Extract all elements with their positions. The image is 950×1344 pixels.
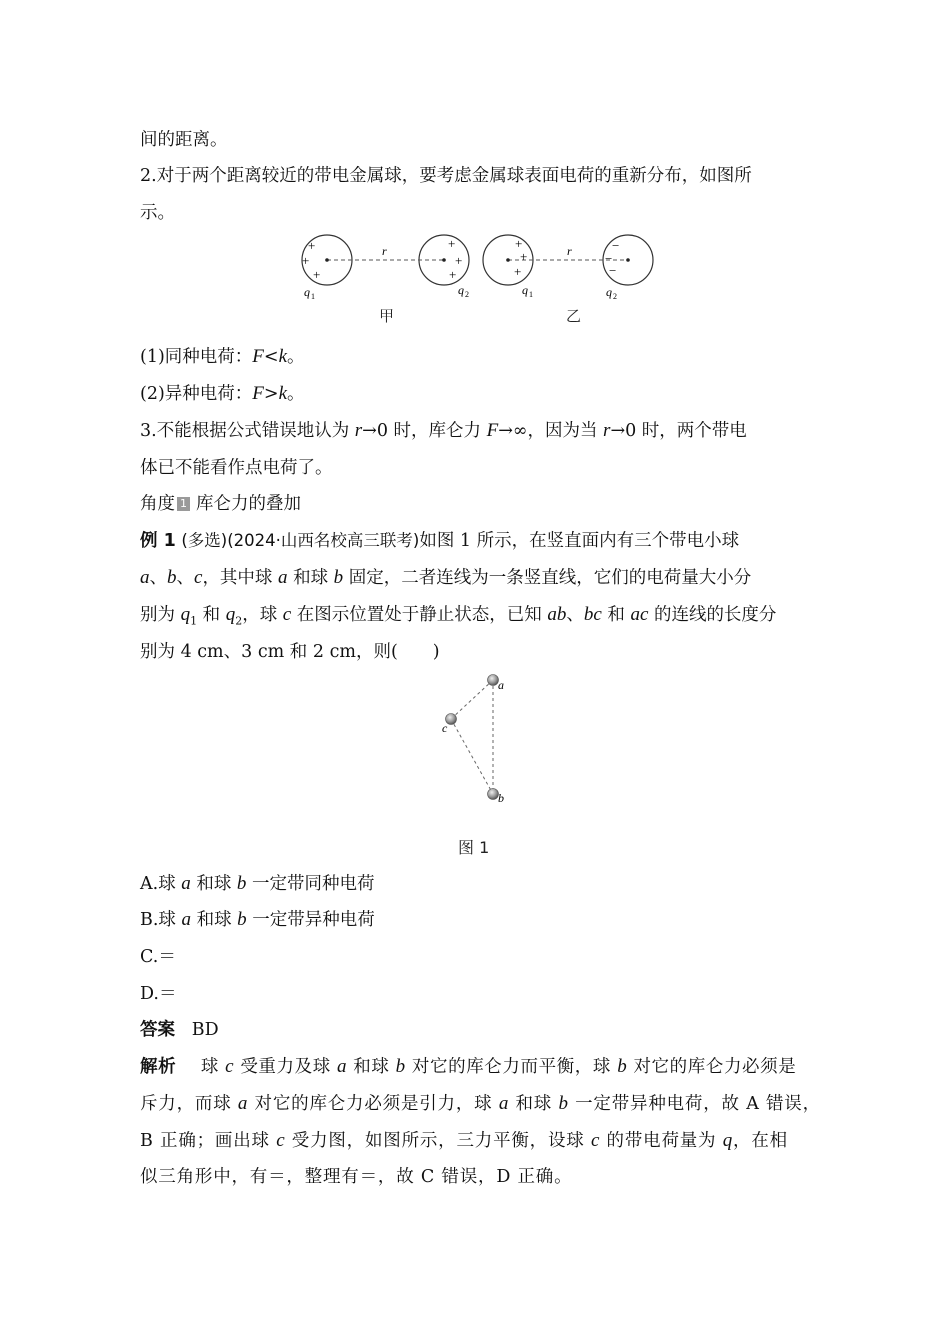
example-source: (多选)(2024·山西名校高三联考) [181, 531, 420, 550]
var-k: k [278, 346, 288, 367]
text: 。 [287, 347, 305, 367]
text: 球 [200, 1057, 226, 1077]
text: ，在相 [733, 1131, 788, 1151]
caption-yi: 乙 [566, 307, 582, 325]
text: 体已不能看作点电荷了。 [140, 458, 333, 478]
text: 对它的库仑力必须是 [627, 1057, 797, 1077]
point-3-line-1 [140, 419, 747, 443]
answer-label: 答案 [140, 1020, 175, 1040]
text: →∞，因为当 [498, 421, 604, 441]
solution-line-1 [140, 1055, 796, 1079]
text: 对它的库仑力必须是引力，球 [248, 1094, 499, 1114]
subscript: 1 [190, 614, 198, 628]
angle-prefix: 角度 [140, 494, 175, 514]
center-dot [506, 258, 510, 262]
option-d [140, 982, 176, 1006]
var-c: c [194, 567, 203, 588]
var-q: q [225, 604, 236, 625]
text: →0 时，库仑力 [362, 421, 487, 441]
text: C.＝ [140, 947, 176, 967]
var-c: c [225, 1056, 235, 1077]
plus-sign: + [313, 267, 321, 282]
text: D.＝ [140, 984, 177, 1004]
var-F: F [486, 420, 499, 441]
var-a: a [181, 873, 191, 894]
q2-label-right: q [606, 285, 612, 299]
paragraph-continuation [140, 128, 228, 152]
minus-sign: − [605, 251, 613, 266]
text: 和球 [287, 568, 334, 588]
q2-sub-right: 2 [613, 292, 617, 301]
subscript: 2 [235, 614, 243, 628]
var-bc: bc [583, 604, 602, 625]
var-ab: ab [547, 604, 567, 625]
plus-sign: + [455, 253, 463, 268]
var-a: a [237, 1093, 249, 1114]
label-c: c [442, 721, 448, 735]
text: B.球 [140, 910, 182, 930]
text: ，球 [242, 605, 283, 625]
solution-line-3 [140, 1129, 788, 1153]
minus-sign: − [612, 238, 620, 253]
point-2-line-2 [140, 201, 175, 225]
text: 间的距离。 [140, 130, 228, 150]
plus-sign: + [520, 249, 528, 264]
answer-value: BD [191, 1020, 219, 1040]
text: 斥力，而球 [140, 1094, 238, 1114]
text: 和球 [509, 1094, 559, 1114]
solution-line-2 [140, 1092, 821, 1116]
q2-sub-left: 2 [465, 290, 469, 299]
figure-1-triangle [430, 668, 530, 808]
text: 在图示位置处于静止状态，已知 [291, 605, 548, 625]
example-label: 例 1 [140, 531, 176, 551]
var-a: a [140, 567, 150, 588]
text: 和 [197, 605, 226, 625]
ball-a [488, 675, 499, 686]
segment-ac [451, 680, 493, 719]
q2-label-left: q [458, 283, 464, 297]
text: A.球 [140, 874, 182, 894]
q1-label-left: q [304, 285, 310, 299]
minus-sign: − [609, 263, 617, 278]
text: →0 时，两个带电 [610, 421, 747, 441]
var-b: b [395, 1056, 406, 1077]
example-line-1 [140, 529, 739, 553]
text: 。 [287, 384, 305, 404]
q1-label-right: q [522, 283, 528, 297]
example-line-4 [140, 640, 440, 664]
text: 2.对于两个距离较近的带电金属球，要考虑金属球表面电荷的重新分布，如图所 [140, 166, 752, 186]
figure-1-caption: 图 1 [458, 838, 490, 857]
center-dot [442, 258, 446, 262]
option-a [140, 872, 374, 896]
label-b: b [498, 791, 504, 805]
solution-line-4 [140, 1165, 572, 1189]
var-a: a [181, 909, 191, 930]
text: 、 [149, 568, 167, 588]
var-b: b [333, 567, 344, 588]
text: 一定带异种电荷，故 A 错误， [568, 1094, 821, 1114]
angle-number-badge: 1 [177, 497, 190, 511]
text: 别为 4 cm、3 cm 和 2 cm，则( ) [140, 642, 440, 662]
solution-label: 解析 [140, 1057, 177, 1077]
case-2-line [140, 382, 305, 406]
plus-sign: + [448, 236, 456, 251]
text: 的连线的长度分 [648, 605, 777, 625]
q1-sub-left: 1 [311, 292, 315, 301]
var-a: a [498, 1093, 510, 1114]
relation: < [263, 347, 279, 367]
point-3-line-2 [140, 456, 333, 480]
var-c: c [282, 604, 292, 625]
text: 和 [601, 605, 631, 625]
text: 和球 [190, 874, 237, 894]
text: 一定带异种电荷 [246, 910, 375, 930]
var-b: b [167, 567, 177, 588]
answer-line [140, 1018, 219, 1042]
plus-sign: + [515, 236, 523, 251]
var-b: b [236, 873, 247, 894]
var-b: b [558, 1093, 569, 1114]
example-line-2 [140, 566, 751, 590]
text: 固定，二者连线为一条竖直线，它们的电荷量大小分 [343, 568, 752, 588]
var-r: r [354, 420, 363, 441]
var-a: a [278, 567, 288, 588]
option-b [140, 908, 375, 932]
label-a: a [498, 678, 504, 692]
text: 一定带同种电荷 [246, 874, 375, 894]
angle-heading [140, 492, 301, 516]
option-c [140, 945, 176, 969]
var-c: c [276, 1130, 286, 1151]
var-b: b [237, 909, 247, 930]
case-1-line [140, 345, 305, 369]
r-label-right: r [567, 244, 572, 258]
segment-bc [451, 719, 493, 794]
text: 、 [566, 605, 584, 625]
point-2-line-1 [140, 164, 752, 188]
text: 和球 [347, 1057, 396, 1077]
var-F: F [252, 346, 264, 367]
sphere-pairs-figure [295, 230, 665, 302]
text: 示。 [140, 203, 175, 223]
relation: > [263, 384, 279, 404]
var-r: r [603, 420, 611, 441]
center-dot [626, 258, 630, 262]
var-k: k [278, 383, 288, 404]
var-c: c [590, 1130, 601, 1151]
plus-sign: + [449, 267, 457, 282]
caption-jia: 甲 [379, 307, 395, 325]
var-a: a [337, 1056, 348, 1077]
text: 受重力及球 [234, 1057, 337, 1077]
text: (1)同种电荷： [140, 347, 253, 367]
q1-sub-right: 1 [529, 290, 533, 299]
plus-sign: + [514, 264, 522, 279]
var-q: q [722, 1130, 734, 1151]
text: B 正确；画出球 [140, 1131, 277, 1151]
var-b: b [617, 1056, 628, 1077]
text: 别为 [140, 605, 181, 625]
var-F: F [252, 383, 264, 404]
plus-sign: + [302, 253, 310, 268]
ball-b [488, 789, 499, 800]
text: (2)异种电荷： [140, 384, 253, 404]
text: 和球 [191, 910, 238, 930]
text: 3.不能根据公式错误地认为 [140, 421, 355, 441]
center-dot [325, 258, 329, 262]
text: 、 [176, 568, 194, 588]
angle-title: 库仑力的叠加 [196, 494, 301, 514]
var-ac: ac [630, 604, 649, 625]
plus-sign: + [308, 238, 316, 253]
r-label-left: r [382, 244, 387, 258]
text: 似三角形中，有＝，整理有＝，故 C 错误，D 正确。 [140, 1167, 573, 1187]
text: 的带电荷量为 [600, 1131, 723, 1151]
text: 对它的库仑力而平衡，球 [405, 1057, 618, 1077]
example-line-3 [140, 603, 776, 634]
var-q: q [180, 604, 191, 625]
text: 如图 1 所示，在竖直面内有三个带电小球 [419, 531, 740, 551]
text: ，其中球 [202, 568, 278, 588]
text: 受力图，如图所示，三力平衡，设球 [285, 1131, 591, 1151]
